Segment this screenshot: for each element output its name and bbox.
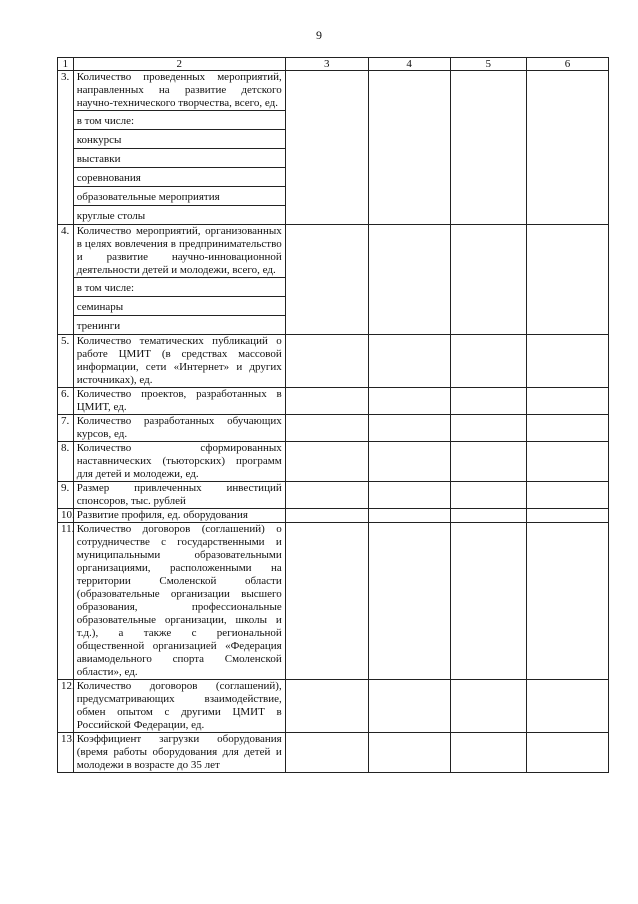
value-cell (285, 442, 368, 482)
value-cell (527, 509, 609, 523)
indicator-name: Развитие профиля, ед. оборудования (73, 509, 285, 523)
indicator-name: Коэффициент загрузки оборудования (время работы оборудования для детей и молодежи в возрасте до 35 лет (73, 733, 285, 773)
table-row (58, 71, 609, 111)
table-row (58, 225, 609, 278)
value-cell (368, 442, 450, 482)
header-col-2: 2 (73, 58, 285, 71)
row-number: 10. (58, 509, 74, 523)
value-cell (285, 733, 368, 773)
value-cell (285, 523, 368, 680)
indicator-name: Количество договоров (соглашений), предусматривающих взаимодействие, обмен опытом с другими ЦМИТ в Российской Федерации, ед. (73, 680, 285, 733)
header-col-4: 4 (368, 58, 450, 71)
value-cell (368, 388, 450, 415)
subindicator-label: конкурсы (76, 134, 122, 146)
subindicator-label: круглые столы (76, 210, 146, 222)
subindicator-name (73, 149, 285, 168)
indicator-name: Количество проектов, разработанных в ЦМИТ, ед. (73, 388, 285, 415)
value-cell (450, 335, 527, 388)
value-cell (285, 680, 368, 733)
value-cell (527, 680, 609, 733)
value-cell (450, 71, 527, 225)
row-number: 6. (58, 388, 74, 415)
row-number: 5. (58, 335, 74, 388)
indicator-name: Количество мероприятий, организованных в целях вовлечения в предпринимательство и развитие научно-инновационной деятельности детей и молодежи, всего, ед. (73, 225, 285, 278)
value-cell (527, 388, 609, 415)
indicator-name: Размер привлеченных инвестиций спонсоров, тыс. рублей (73, 482, 285, 509)
row-number: 7. (58, 415, 74, 442)
value-cell (285, 415, 368, 442)
subindicator-name (73, 278, 285, 297)
table-row (58, 509, 609, 523)
page-number: 9 (316, 28, 322, 42)
table-row (58, 415, 609, 442)
value-cell (285, 225, 368, 335)
table-row (58, 335, 609, 388)
indicator-name: Количество тематических публикаций о работе ЦМИТ (в средствах массовой информации, сети «Интернет» и других источниках), ед. (73, 335, 285, 388)
header-col-3: 3 (285, 58, 368, 71)
header-col-6: 6 (527, 58, 609, 71)
value-cell (527, 415, 609, 442)
indicator-name: Количество разработанных обучающих курсов, ед. (73, 415, 285, 442)
value-cell (450, 680, 527, 733)
value-cell (368, 415, 450, 442)
value-cell (368, 509, 450, 523)
table-row (58, 442, 609, 482)
table-row (58, 523, 609, 680)
subindicator-name (73, 130, 285, 149)
subindicator-label: тренинги (76, 320, 121, 332)
indicator-name: Количество сформированных наставнических (тьюторских) программ для детей и молодежи, ед. (73, 442, 285, 482)
subindicator-name (73, 206, 285, 225)
subindicator-name (73, 168, 285, 187)
row-number: 8. (58, 442, 74, 482)
row-number: 4. (58, 225, 74, 335)
value-cell (450, 509, 527, 523)
value-cell (285, 482, 368, 509)
row-number: 3. (58, 71, 74, 225)
value-cell (450, 733, 527, 773)
subindicator-label: образовательные мероприятия (76, 191, 220, 203)
value-cell (368, 335, 450, 388)
indicators-table (57, 57, 609, 773)
value-cell (368, 733, 450, 773)
subindicator-label: в том числе: (76, 115, 135, 127)
indicator-name: Количество проведенных мероприятий, направленных на развитие детского научно-технического творчества, всего, ед. (73, 71, 285, 111)
value-cell (368, 523, 450, 680)
value-cell (527, 733, 609, 773)
subindicator-name (73, 316, 285, 335)
value-cell (527, 482, 609, 509)
value-cell (368, 680, 450, 733)
table-row (58, 680, 609, 733)
table-header-row (58, 58, 609, 71)
value-cell (368, 71, 450, 225)
subindicator-name (73, 297, 285, 316)
value-cell (285, 71, 368, 225)
subindicator-label: в том числе: (76, 282, 135, 294)
subindicator-name (73, 187, 285, 206)
value-cell (368, 482, 450, 509)
subindicator-label: семинары (76, 301, 124, 313)
table-row (58, 733, 609, 773)
subindicator-label: соревнования (76, 172, 141, 184)
value-cell (527, 335, 609, 388)
header-col-1: 1 (58, 58, 74, 71)
indicator-name: Количество договоров (соглашений) о сотрудничестве с государственными и муниципальными образовательными организациями, расположенными на территории Смоленской области (образовательные организации высшего образования, профессиональные образовательные организации, школы и т.д.), а также с региональной общественной организацией «Федерация авиамодельного спорта Смоленской области», ед. (73, 523, 285, 680)
header-col-5: 5 (450, 58, 527, 71)
row-number: 11. (58, 523, 74, 680)
value-cell (450, 523, 527, 680)
value-cell (285, 335, 368, 388)
value-cell (527, 523, 609, 680)
value-cell (527, 71, 609, 225)
value-cell (527, 225, 609, 335)
value-cell (450, 482, 527, 509)
value-cell (450, 415, 527, 442)
value-cell (368, 225, 450, 335)
subindicator-label: выставки (76, 153, 121, 165)
subindicator-name (73, 111, 285, 130)
value-cell (450, 442, 527, 482)
value-cell (450, 388, 527, 415)
value-cell (527, 442, 609, 482)
value-cell (285, 509, 368, 523)
table-row (58, 482, 609, 509)
row-number: 13. (58, 733, 74, 773)
row-number: 12. (58, 680, 74, 733)
value-cell (450, 225, 527, 335)
table-row (58, 388, 609, 415)
value-cell (285, 388, 368, 415)
row-number: 9. (58, 482, 74, 509)
